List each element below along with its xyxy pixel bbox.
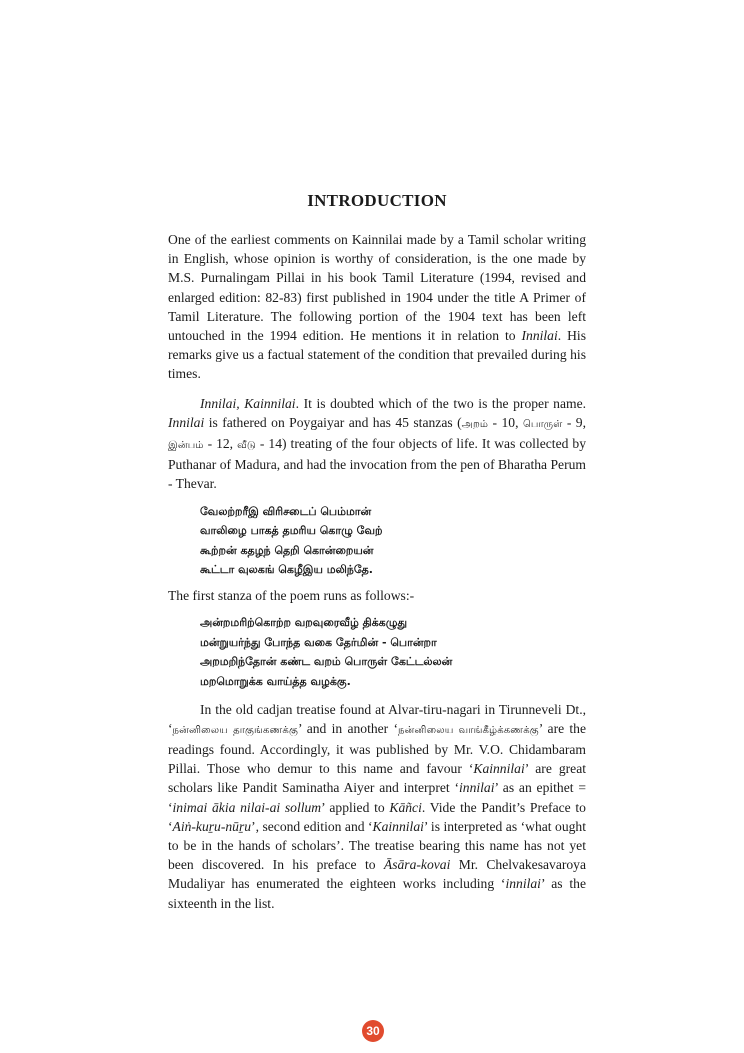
text-run: - 10, — [488, 414, 523, 430]
italic-term: Āsāra-kovai — [383, 857, 451, 873]
verse-line: மன்றுயர்ந்து போந்த வகை தேர்மின் - பொன்றா — [200, 635, 437, 649]
tamil-word: அறம் — [461, 418, 489, 430]
text-run: ’ are great scholars like Pandit Saminatha Aiyer and interpret ‘ — [168, 761, 586, 796]
verse-line: கூட்டா வுலகங் கெழீஇய மலிந்தே. — [200, 563, 373, 577]
text-run: . It is doubted which of the two is the proper name. — [295, 395, 587, 411]
tamil-word: இன்பம் — [168, 440, 204, 452]
italic-term: innilai — [459, 780, 495, 796]
text-run: - 14) treating of the four objects of life. It was collected by Puthanar of Madura, and had the invocation from the pen of Bharatha Perum - Thevar. — [168, 436, 586, 492]
text-run: ’ as the sixteenth in the list. — [168, 876, 586, 911]
text-run: - 12, — [203, 436, 238, 452]
italic-term: Innilai — [168, 414, 205, 430]
italic-term: innilai — [505, 876, 541, 892]
tamil-word: வீடு — [237, 440, 256, 452]
verse-line: அறமறிந்தோன் கண்ட வறம் பொருள் கேட்டல்லன் — [200, 655, 453, 669]
tamil-word: பொருள் — [522, 418, 563, 430]
text-run: . Vide the Pandit’s Preface to ‘ — [168, 799, 586, 834]
paragraph-quote — [168, 394, 586, 494]
text-run: In the old cadjan treatise found at Alvar-tiru-nagari in Tirunneveli Dt., ‘ — [168, 701, 586, 736]
tamil-word: நன்னிலைய வாங்கீழ்க்கணக்கு — [398, 724, 539, 736]
text-run: ’ is interpreted as ‘what ought to be in the hands of scholars’. The treatise bearing this name has not yet been discovered. In his preface to — [168, 818, 586, 873]
text-run: is fathered on Poygaiyar and has 45 stanzas ( — [204, 414, 462, 430]
text-run: ’, second edition and ‘ — [251, 818, 373, 834]
text-run: ’ applied to — [321, 799, 390, 815]
paragraph-intro — [168, 230, 586, 384]
page-content — [168, 190, 586, 913]
verse-line: அன்றமரிற்கொற்ற வறவுரைவீழ் திக்கழுது — [200, 616, 408, 630]
text-run: ’ and in another ‘ — [297, 720, 398, 736]
verse-line: வாலிழை பாகத் தமரிய கொழு வேற் — [200, 524, 383, 538]
italic-term: Kāñci — [389, 799, 422, 815]
paragraph-cadjan — [168, 700, 586, 913]
invocation-verse — [200, 502, 586, 580]
text-run: One of the earliest comments on Kainnilai made by a Tamil scholar writing in English, whose opinion is worthy of consideration, is the one made by M.S. Purnalingam Pillai in his book Tamil Literature (1994, revised and enlarged edition: 82-83) first published in 1904 under the title A Primer of Tamil Literature. The following portion of the 1904 text has been left untouched in the 1994 edition. He mentions it in relation to — [168, 232, 586, 344]
page-number-badge: 30 — [362, 1020, 384, 1042]
verse-line: வேலற்றரீஇ விரிசடைப் பெம்மான் — [200, 504, 372, 518]
section-heading: INTRODUCTION — [307, 191, 447, 210]
paragraph-stanza-intro: The first stanza of the poem runs as follows:- — [168, 588, 415, 604]
text-run: Mr. Chelvakesavaroya Mudaliyar has enumerated the eighteen works including ‘ — [168, 857, 587, 892]
italic-term: Innilai, Kainnilai — [200, 395, 296, 411]
italic-term: Innilai — [521, 328, 558, 344]
tamil-word: நன்னிலைய தாகுங்கணக்கு — [172, 724, 298, 736]
italic-term: Kainnilai — [372, 818, 424, 834]
italic-term: inimai ākia nilai-ai sollum — [172, 799, 322, 815]
italic-term: Aiṅ-kuṟu-nūṟu — [172, 818, 252, 834]
text-run: ’ as an epithet = ‘ — [168, 780, 586, 815]
text-run: . His remarks give us a factual statement of the condition that prevailed during his times. — [168, 328, 586, 382]
text-run: - 9, — [562, 414, 587, 430]
text-run: ’ are the readings found. Accordingly, it was published by Mr. V.O. Chidambaram Pillai. Those who demur to this name and favour ‘ — [168, 720, 587, 777]
verse-line: கூற்றன் கதழந் தெறி கொன்றையன் — [200, 543, 374, 557]
first-stanza-verse — [200, 613, 586, 691]
italic-term: Kainnilai — [473, 761, 525, 777]
verse-line: மறமொறுக்க வாய்த்த வழக்கு. — [200, 675, 351, 688]
